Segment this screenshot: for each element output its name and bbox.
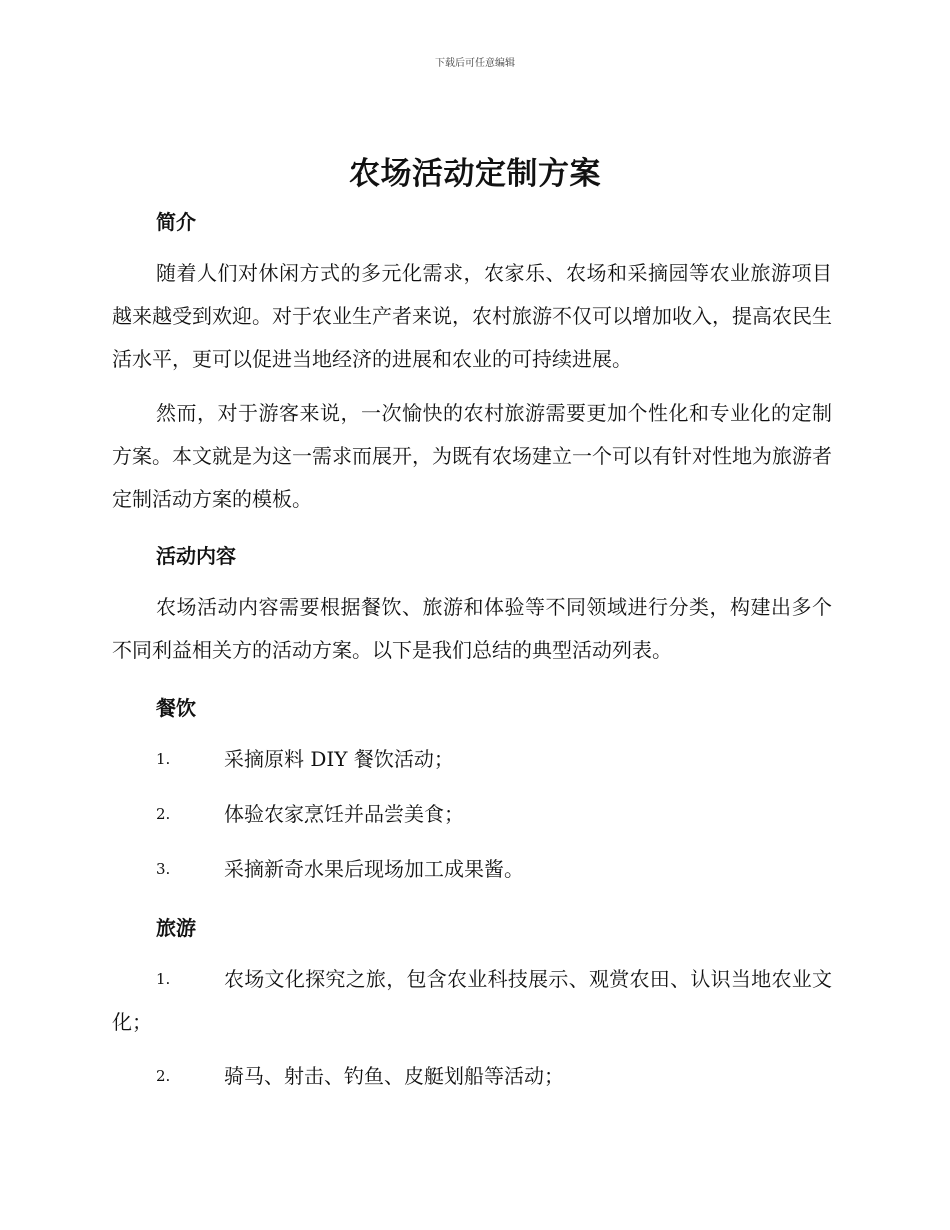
section-heading-catering: 餐饮 [156, 696, 196, 720]
list-item-text: 骑马、射击、钓鱼、皮艇划船等活动； [224, 1064, 564, 1088]
section-heading-tourism: 旅游 [156, 916, 196, 940]
list-item-number: 2. [156, 805, 171, 823]
document-title: 农场活动定制方案 [349, 156, 601, 192]
list-item [112, 793, 832, 836]
list-item-text: 采摘原料 DIY 餐饮活动； [224, 747, 454, 771]
list-item-text: 体验农家烹饪并品尝美食； [224, 802, 464, 826]
list-item-number: 2. [156, 1067, 171, 1085]
list-item-number: 1. [156, 970, 171, 988]
list-item [112, 1055, 832, 1098]
section-heading-intro: 简介 [156, 210, 196, 234]
list-item-number: 1. [156, 750, 171, 768]
page-header-note: 下载后可任意编辑 [435, 58, 515, 69]
intro-paragraph-2: 然而，对于游客来说，一次愉快的农村旅游需要更加个性化和专业化的定制方案。本文就是为这一需求而展开，为既有农场建立一个可以有针对性地为旅游者定制活动方案的模板。 [112, 401, 832, 511]
intro-paragraph-1: 随着人们对休闲方式的多元化需求，农家乐、农场和采摘园等农业旅游项目越来越受到欢迎。对于农业生产者来说，农村旅游不仅可以增加收入，提高农民生活水平，更可以促进当地经济的进展和农业的可持续进展。 [112, 261, 832, 371]
list-item-text: 采摘新奇水果后现场加工成果酱。 [224, 857, 524, 881]
activities-paragraph: 农场活动内容需要根据餐饮、旅游和体验等不同领域进行分类，构建出多个不同利益相关方的活动方案。以下是我们总结的典型活动列表。 [112, 595, 832, 662]
list-item [112, 848, 832, 891]
list-item [112, 958, 832, 1044]
list-item-text: 农场文化探究之旅，包含农业科技展示、观赏农田、认识当地农业文化； [112, 967, 832, 1034]
list-item [112, 738, 832, 781]
list-item-number: 3. [156, 860, 171, 878]
section-heading-activities: 活动内容 [156, 544, 236, 568]
